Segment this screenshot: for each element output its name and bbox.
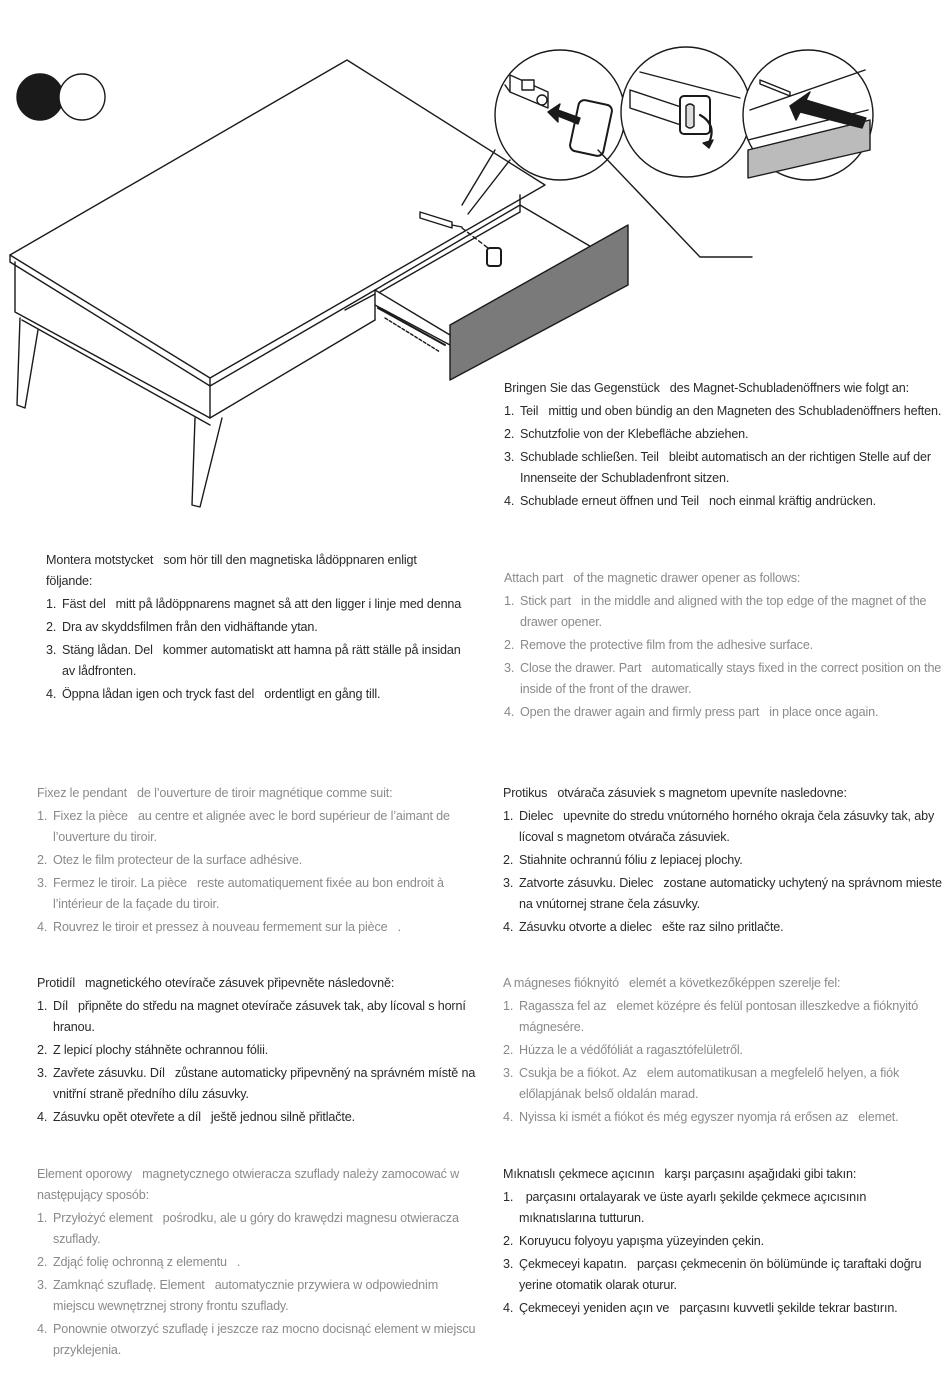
instructions-tr: [503, 1164, 943, 1321]
intro-text-cs: Protidíl magnetického otevírače zásuvek připevněte následovně:: [37, 976, 395, 990]
step-item: 2. Dra av skyddsfilmen från den vidhäftande ytan.: [46, 620, 318, 634]
step-item: 3. Schublade schließen. Teil bleibt automatisch an der richtigen Stelle auf der Innenseite der Schubladenfront sitzen.: [504, 450, 931, 485]
step-item: 1. Díl připněte do středu na magnet otevírače zásuvek tak, aby lícoval s horní hranou.: [37, 999, 466, 1034]
step-item: 4. Çekmeceyi yeniden açın ve parçasını kuvvetli şekilde tekrar bastırın.: [503, 1301, 898, 1315]
step-item: 2. Otez le film protecteur de la surface adhésive.: [37, 853, 303, 867]
step-item: 4. Nyissa ki ismét a fiókot és még egyszer nyomja rá erősen az elemet.: [503, 1110, 899, 1124]
step-item: 1. Dielec upevnite do stredu vnútorného horného okraja čela zásuvky tak, aby lícoval s magnetom otvárača zásuviek.: [503, 809, 935, 844]
instructions-de: [504, 378, 944, 514]
steps-list-fr: [37, 806, 477, 938]
step-item: 2. Stiahnite ochrannú fóliu z lepiacej plochy.: [503, 853, 743, 867]
intro-text-en: Attach part of the magnetic drawer opener as follows:: [504, 571, 801, 585]
step-item: 2. Remove the protective film from the adhesive surface.: [504, 638, 814, 652]
step-item: 1. Ragassza fel az elemet középre és felül pontosan illeszkedve a fióknyitó mágnesére.: [503, 999, 919, 1034]
steps-list-sv: [46, 594, 466, 705]
step-item: 4. Zásuvku otvorte a dielec ešte raz silno pritlačte.: [503, 920, 784, 934]
instructions-hu: [503, 973, 943, 1130]
step-item: 3. Close the drawer. Part automatically stays fixed in the correct position on the inside of the front of the drawer.: [504, 661, 942, 696]
intro-text-hu: A mágneses fióknyitó elemét a következőképpen szerelje fel:: [503, 976, 841, 990]
step-item: 1. Stick part in the middle and aligned with the top edge of the magnet of the drawer opener.: [504, 594, 927, 629]
step-item: 4. Ponownie otworzyć szufladę i jeszcze raz mocno docisnąć element w miejscu przyklejenia.: [37, 1322, 476, 1357]
steps-list-en: [504, 591, 944, 723]
white-color-dot: [59, 74, 105, 120]
instructions-sk: [503, 783, 943, 940]
steps-list-pl: [37, 1208, 482, 1361]
intro-text-tr: Mıknatıslı çekmece açıcının karşı parçasını aşağıdaki gibi takın:: [503, 1167, 857, 1181]
steps-list-hu: [503, 996, 943, 1128]
step-item: 3. Stäng lådan. Del kommer automatiskt att hamna på rätt ställe på insidan av lådfronten.: [46, 643, 461, 678]
intro-text-sv: Montera motstycket som hör till den magnetiska lådöppnaren enligt följande:: [46, 553, 417, 588]
instructions-pl: [37, 1164, 482, 1363]
steps-list-sk: [503, 806, 943, 938]
step-item: 2. Koruyucu folyoyu yapışma yüzeyinden çekin.: [503, 1234, 765, 1248]
intro-text-pl: Element oporowy magnetycznego otwieracza szuflady należy zamocować w następujący sposób:: [37, 1167, 460, 1202]
black-color-dot: [17, 74, 63, 120]
magnet-counterpart-icon: [487, 248, 501, 266]
instructions-fr: [37, 783, 477, 940]
step-item: 1. parçasını ortalayarak ve üste ayarlı şekilde çekmece açıcısının mıknatıslarına tutturun.: [503, 1190, 867, 1225]
step-item: 4. Open the drawer again and firmly press part in place once again.: [504, 705, 879, 719]
step-item: 1. Fixez la pièce au centre et alignée avec le bord supérieur de l’aimant de l’ouverture du tiroir.: [37, 809, 450, 844]
instructions-en: [504, 568, 944, 725]
instructions-sv: [46, 550, 466, 707]
intro-text-sk: Protikus otvárača zásuviek s magnetom upevníte nasledovne:: [503, 786, 847, 800]
instructions-cs: [37, 973, 477, 1130]
steps-list-cs: [37, 996, 477, 1128]
step-item: 2. Húzza le a védőfóliát a ragasztófelületről.: [503, 1043, 743, 1057]
step-item: 3. Csukja be a fiókot. Az elem automatikusan a megfelelő helyen, a fiók előlapjának belső oldalán marad.: [503, 1066, 900, 1101]
step-item: 4. Öppna lådan igen och tryck fast del ordentligt en gång till.: [46, 687, 381, 701]
steps-list-de: [504, 401, 944, 512]
step-item: 1. Teil mittig und oben bündig an den Magneten des Schubladenöffners heften.: [504, 404, 942, 418]
step-item: 4. Zásuvku opět otevřete a díl ještě jednou silně přitlačte.: [37, 1110, 355, 1124]
step-item: 3. Zatvorte zásuvku. Dielec zostane automaticky uchytený na správnom mieste na vnútornej strane čela zásuvky.: [503, 876, 942, 911]
step-item: 1. Przyłożyć element pośrodku, ale u góry do krawędzi magnesu otwieracza szuflady.: [37, 1211, 459, 1246]
step-item: 3. Zavřete zásuvku. Díl zůstane automaticky připevněný na správném místě na vnitřní straně předního dílu zásuvky.: [37, 1066, 476, 1101]
step-item: 2. Zdjąć folię ochronną z elementu .: [37, 1255, 241, 1269]
step-item: 3. Fermez le tiroir. La pièce reste automatiquement fixée au bon endroit à l’intérieur de la façade du tiroir.: [37, 876, 444, 911]
intro-text-de: Bringen Sie das Gegenstück des Magnet-Schubladenöffners wie folgt an:: [504, 381, 909, 395]
step-item: 3. Çekmeceyi kapatın. parçası çekmecenin ön bölümünde iç taraftaki doğru yerine otomatik olarak oturur.: [503, 1257, 922, 1292]
step-item: 1. Fäst del mitt på lådöppnarens magnet så att den ligger i linje med denna: [46, 597, 462, 611]
step-item: 2. Z lepicí plochy stáhněte ochrannou fólii.: [37, 1043, 269, 1057]
step-item: 3. Zamknąć szufladę. Element automatycznie przywiera w odpowiednim miejscu wewnętrznej strony frontu szuflady.: [37, 1278, 439, 1313]
step-item: 2. Schutzfolie von der Klebefläche abziehen.: [504, 427, 749, 441]
intro-text-fr: Fixez le pendant de l’ouverture de tiroir magnétique comme suit:: [37, 786, 393, 800]
step-item: 4. Rouvrez le tiroir et pressez à nouveau fermement sur la pièce .: [37, 920, 401, 934]
steps-list-tr: [503, 1187, 943, 1319]
step-item: 4. Schublade erneut öffnen und Teil noch einmal kräftig andrücken.: [504, 494, 876, 508]
